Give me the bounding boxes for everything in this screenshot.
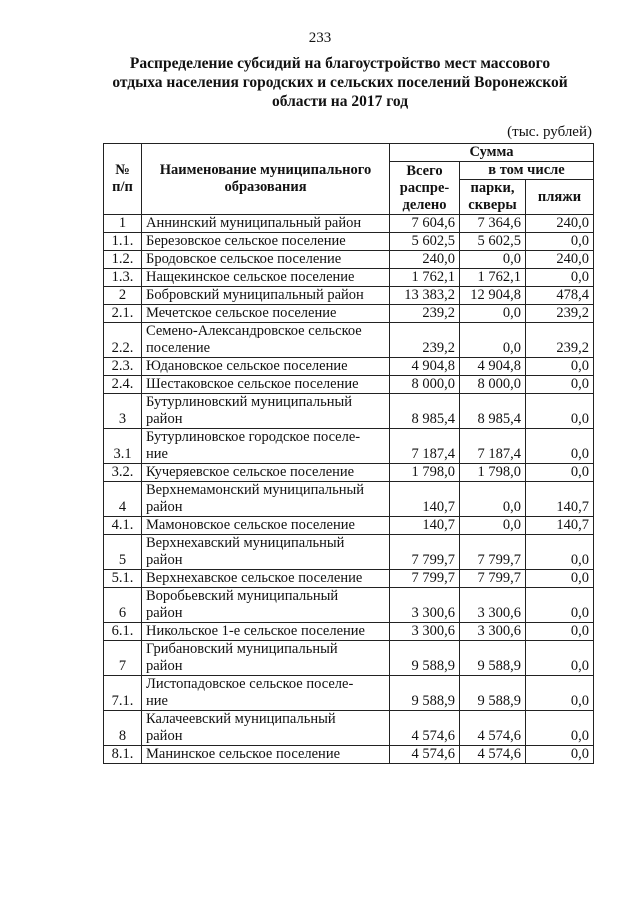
municipality-name [142,482,390,517]
table-row [104,482,594,517]
header-text: Наименование муниципального [159,162,372,178]
parks-squares-value: 9 588,9 [460,641,526,676]
header-text: Всего [406,162,443,179]
header-number [104,144,142,215]
total-distributed-value: 3 300,6 [390,623,460,641]
header-including: в том числе [460,162,594,180]
municipality-name-line: Нащекинское сельское поселение [146,269,355,285]
total-distributed-value: 4 574,6 [390,746,460,764]
parks-squares-value: 3 300,6 [460,588,526,623]
municipality-name-line: Шестаковское сельское поселение [146,376,359,392]
municipality-name-line: район [146,552,183,568]
beaches-value: 140,7 [526,482,594,517]
municipality-name [142,535,390,570]
total-distributed-value: 140,7 [390,517,460,535]
beaches-value: 0,0 [526,429,594,464]
total-distributed-value: 140,7 [390,482,460,517]
beaches-value: 239,2 [526,323,594,358]
table-row [104,711,594,746]
parks-squares-value: 0,0 [460,323,526,358]
municipality-name [142,588,390,623]
beaches-value: 0,0 [526,588,594,623]
beaches-value: 0,0 [526,358,594,376]
municipality-name-line: Грибановский муниципальный [146,641,338,657]
row-number: 5 [104,535,142,570]
municipality-name [142,287,390,305]
municipality-name-line: ние [146,446,168,462]
table-row [104,676,594,711]
municipality-name-line: Калачеевский муниципальный [146,711,336,727]
municipality-name [142,464,390,482]
table-row [104,269,594,287]
municipality-name [142,711,390,746]
table-row [104,464,594,482]
subsidy-table [103,143,594,764]
total-distributed-value: 7 799,7 [390,570,460,588]
row-number: 3.2. [104,464,142,482]
row-number: 1 [104,215,142,233]
municipality-name-line: Аннинский муниципальный район [146,215,362,231]
municipality-name [142,269,390,287]
municipality-name-line: Верхнехавский муниципальный [146,535,345,551]
beaches-value: 0,0 [526,623,594,641]
municipality-name [142,233,390,251]
municipality-name-line: Бобровский муниципальный район [146,287,364,303]
row-number: 2.3. [104,358,142,376]
parks-squares-value: 4 904,8 [460,358,526,376]
row-number: 1.3. [104,269,142,287]
table-row [104,233,594,251]
municipality-name [142,641,390,676]
municipality-name-line: район [146,411,183,427]
parks-squares-value: 12 904,8 [460,287,526,305]
municipality-name [142,376,390,394]
parks-squares-value: 4 574,6 [460,746,526,764]
table-row [104,287,594,305]
table-row [104,251,594,269]
beaches-value: 239,2 [526,305,594,323]
municipality-name-line: Бродовское сельское поселение [146,251,342,267]
municipality-name-line: район [146,658,183,674]
beaches-value: 0,0 [526,269,594,287]
municipality-name [142,323,390,358]
total-distributed-value: 9 588,9 [390,676,460,711]
parks-squares-value: 1 798,0 [460,464,526,482]
parks-squares-value: 3 300,6 [460,623,526,641]
municipality-name-line: район [146,499,183,515]
beaches-value: 0,0 [526,376,594,394]
total-distributed-value: 7 799,7 [390,535,460,570]
municipality-name-line: Мамоновское сельское поселение [146,517,355,533]
row-number: 3.1 [104,429,142,464]
beaches-value: 0,0 [526,394,594,429]
row-number: 3 [104,394,142,429]
row-number: 2.1. [104,305,142,323]
table-row [104,429,594,464]
parks-squares-value: 7 799,7 [460,535,526,570]
row-number: 2 [104,287,142,305]
row-number: 1.2. [104,251,142,269]
municipality-name [142,676,390,711]
municipality-name-line: Манинское сельское поселение [146,746,341,762]
header-text: п/п [112,179,133,195]
total-distributed-value: 7 604,6 [390,215,460,233]
header-parks [460,180,526,215]
municipality-name-line: ние [146,693,168,709]
municipality-name-line: Юдановское сельское поселение [146,358,348,374]
parks-squares-value: 9 588,9 [460,676,526,711]
units-label: (тыс. рублей) [507,124,592,140]
beaches-value: 0,0 [526,676,594,711]
municipality-name-line: район [146,728,183,744]
beaches-value: 240,0 [526,215,594,233]
row-number: 2.2. [104,323,142,358]
table-header [104,144,594,215]
table-row [104,517,594,535]
municipality-name-line: Бутурлиновское городское поселе- [146,429,361,445]
municipality-name [142,623,390,641]
municipality-name-line: район [146,605,183,621]
beaches-value: 0,0 [526,570,594,588]
parks-squares-value: 5 602,5 [460,233,526,251]
total-distributed-value: 9 588,9 [390,641,460,676]
header-sum: Сумма [390,144,594,162]
parks-squares-value: 8 985,4 [460,394,526,429]
beaches-value: 0,0 [526,233,594,251]
row-number: 6 [104,588,142,623]
parks-squares-value: 0,0 [460,517,526,535]
beaches-value: 240,0 [526,251,594,269]
header-text: парки, [470,180,515,196]
row-number: 7.1. [104,676,142,711]
table-body [104,215,594,764]
municipality-name-line: Бутурлиновский муниципальный [146,394,352,410]
municipality-name [142,429,390,464]
title-line: Распределение субсидий на благоустройство мест массового [129,55,551,72]
header-text: скверы [468,197,517,213]
parks-squares-value: 1 762,1 [460,269,526,287]
row-number: 1.1. [104,233,142,251]
beaches-value: 0,0 [526,746,594,764]
beaches-value: 0,0 [526,535,594,570]
table-row [104,215,594,233]
municipality-name [142,215,390,233]
table-row [104,570,594,588]
total-distributed-value: 1 762,1 [390,269,460,287]
beaches-value: 0,0 [526,711,594,746]
parks-squares-value: 8 000,0 [460,376,526,394]
parks-squares-value: 7 364,6 [460,215,526,233]
row-number: 8.1. [104,746,142,764]
municipality-name-line: Воробьевский муниципальный [146,588,339,604]
header-text: образования [224,179,307,195]
table-row [104,394,594,429]
row-number: 4 [104,482,142,517]
row-number: 5.1. [104,570,142,588]
total-distributed-value: 239,2 [390,323,460,358]
beaches-value: 478,4 [526,287,594,305]
row-number: 2.4. [104,376,142,394]
municipality-name-line: Листопадовское сельское поселе- [146,676,354,692]
total-distributed-value: 5 602,5 [390,233,460,251]
parks-squares-value: 0,0 [460,251,526,269]
table-row [104,641,594,676]
total-distributed-value: 4 574,6 [390,711,460,746]
parks-squares-value: 7 799,7 [460,570,526,588]
municipality-name-line: Мечетское сельское поселение [146,305,337,321]
table-row [104,623,594,641]
municipality-name [142,251,390,269]
municipality-name [142,394,390,429]
row-number: 7 [104,641,142,676]
header-text: № [115,162,130,178]
table-row [104,588,594,623]
table-row [104,376,594,394]
total-distributed-value: 239,2 [390,305,460,323]
municipality-name-line: Верхнехавское сельское поселение [146,570,363,586]
header-name [142,144,390,215]
parks-squares-value: 0,0 [460,482,526,517]
municipality-name [142,305,390,323]
table-row [104,535,594,570]
title-line: области на 2017 год [271,93,409,110]
page-number: 233 [308,30,332,46]
beaches-value: 140,7 [526,517,594,535]
row-number: 4.1. [104,517,142,535]
header-text: распре- [399,179,450,196]
total-distributed-value: 1 798,0 [390,464,460,482]
municipality-name [142,517,390,535]
parks-squares-value: 7 187,4 [460,429,526,464]
total-distributed-value: 3 300,6 [390,588,460,623]
parks-squares-value: 0,0 [460,305,526,323]
row-number: 6.1. [104,623,142,641]
table-row [104,358,594,376]
header-total [390,162,460,215]
table-row [104,305,594,323]
municipality-name-line: Никольское 1-е сельское поселение [146,623,365,639]
beaches-value: 0,0 [526,464,594,482]
parks-squares-value: 4 574,6 [460,711,526,746]
municipality-name [142,570,390,588]
title-line: отдыха населения городских и сельских поселений Воронежской [112,74,568,91]
total-distributed-value: 8 985,4 [390,394,460,429]
municipality-name-line: Кучеряевское сельское поселение [146,464,355,480]
total-distributed-value: 240,0 [390,251,460,269]
municipality-name-line: Семено-Александровское сельское [146,323,362,339]
municipality-name [142,358,390,376]
beaches-value: 0,0 [526,641,594,676]
municipality-name-line: Березовское сельское поселение [146,233,346,249]
header-text: делено [402,196,447,213]
municipality-name-line: поселение [146,340,211,356]
document-title [110,54,570,111]
table-row [104,746,594,764]
total-distributed-value: 8 000,0 [390,376,460,394]
table-row [104,323,594,358]
total-distributed-value: 7 187,4 [390,429,460,464]
total-distributed-value: 4 904,8 [390,358,460,376]
row-number: 8 [104,711,142,746]
header-beaches: пляжи [526,180,594,215]
total-distributed-value: 13 383,2 [390,287,460,305]
municipality-name [142,746,390,764]
municipality-name-line: Верхнемамонский муниципальный [146,482,365,498]
